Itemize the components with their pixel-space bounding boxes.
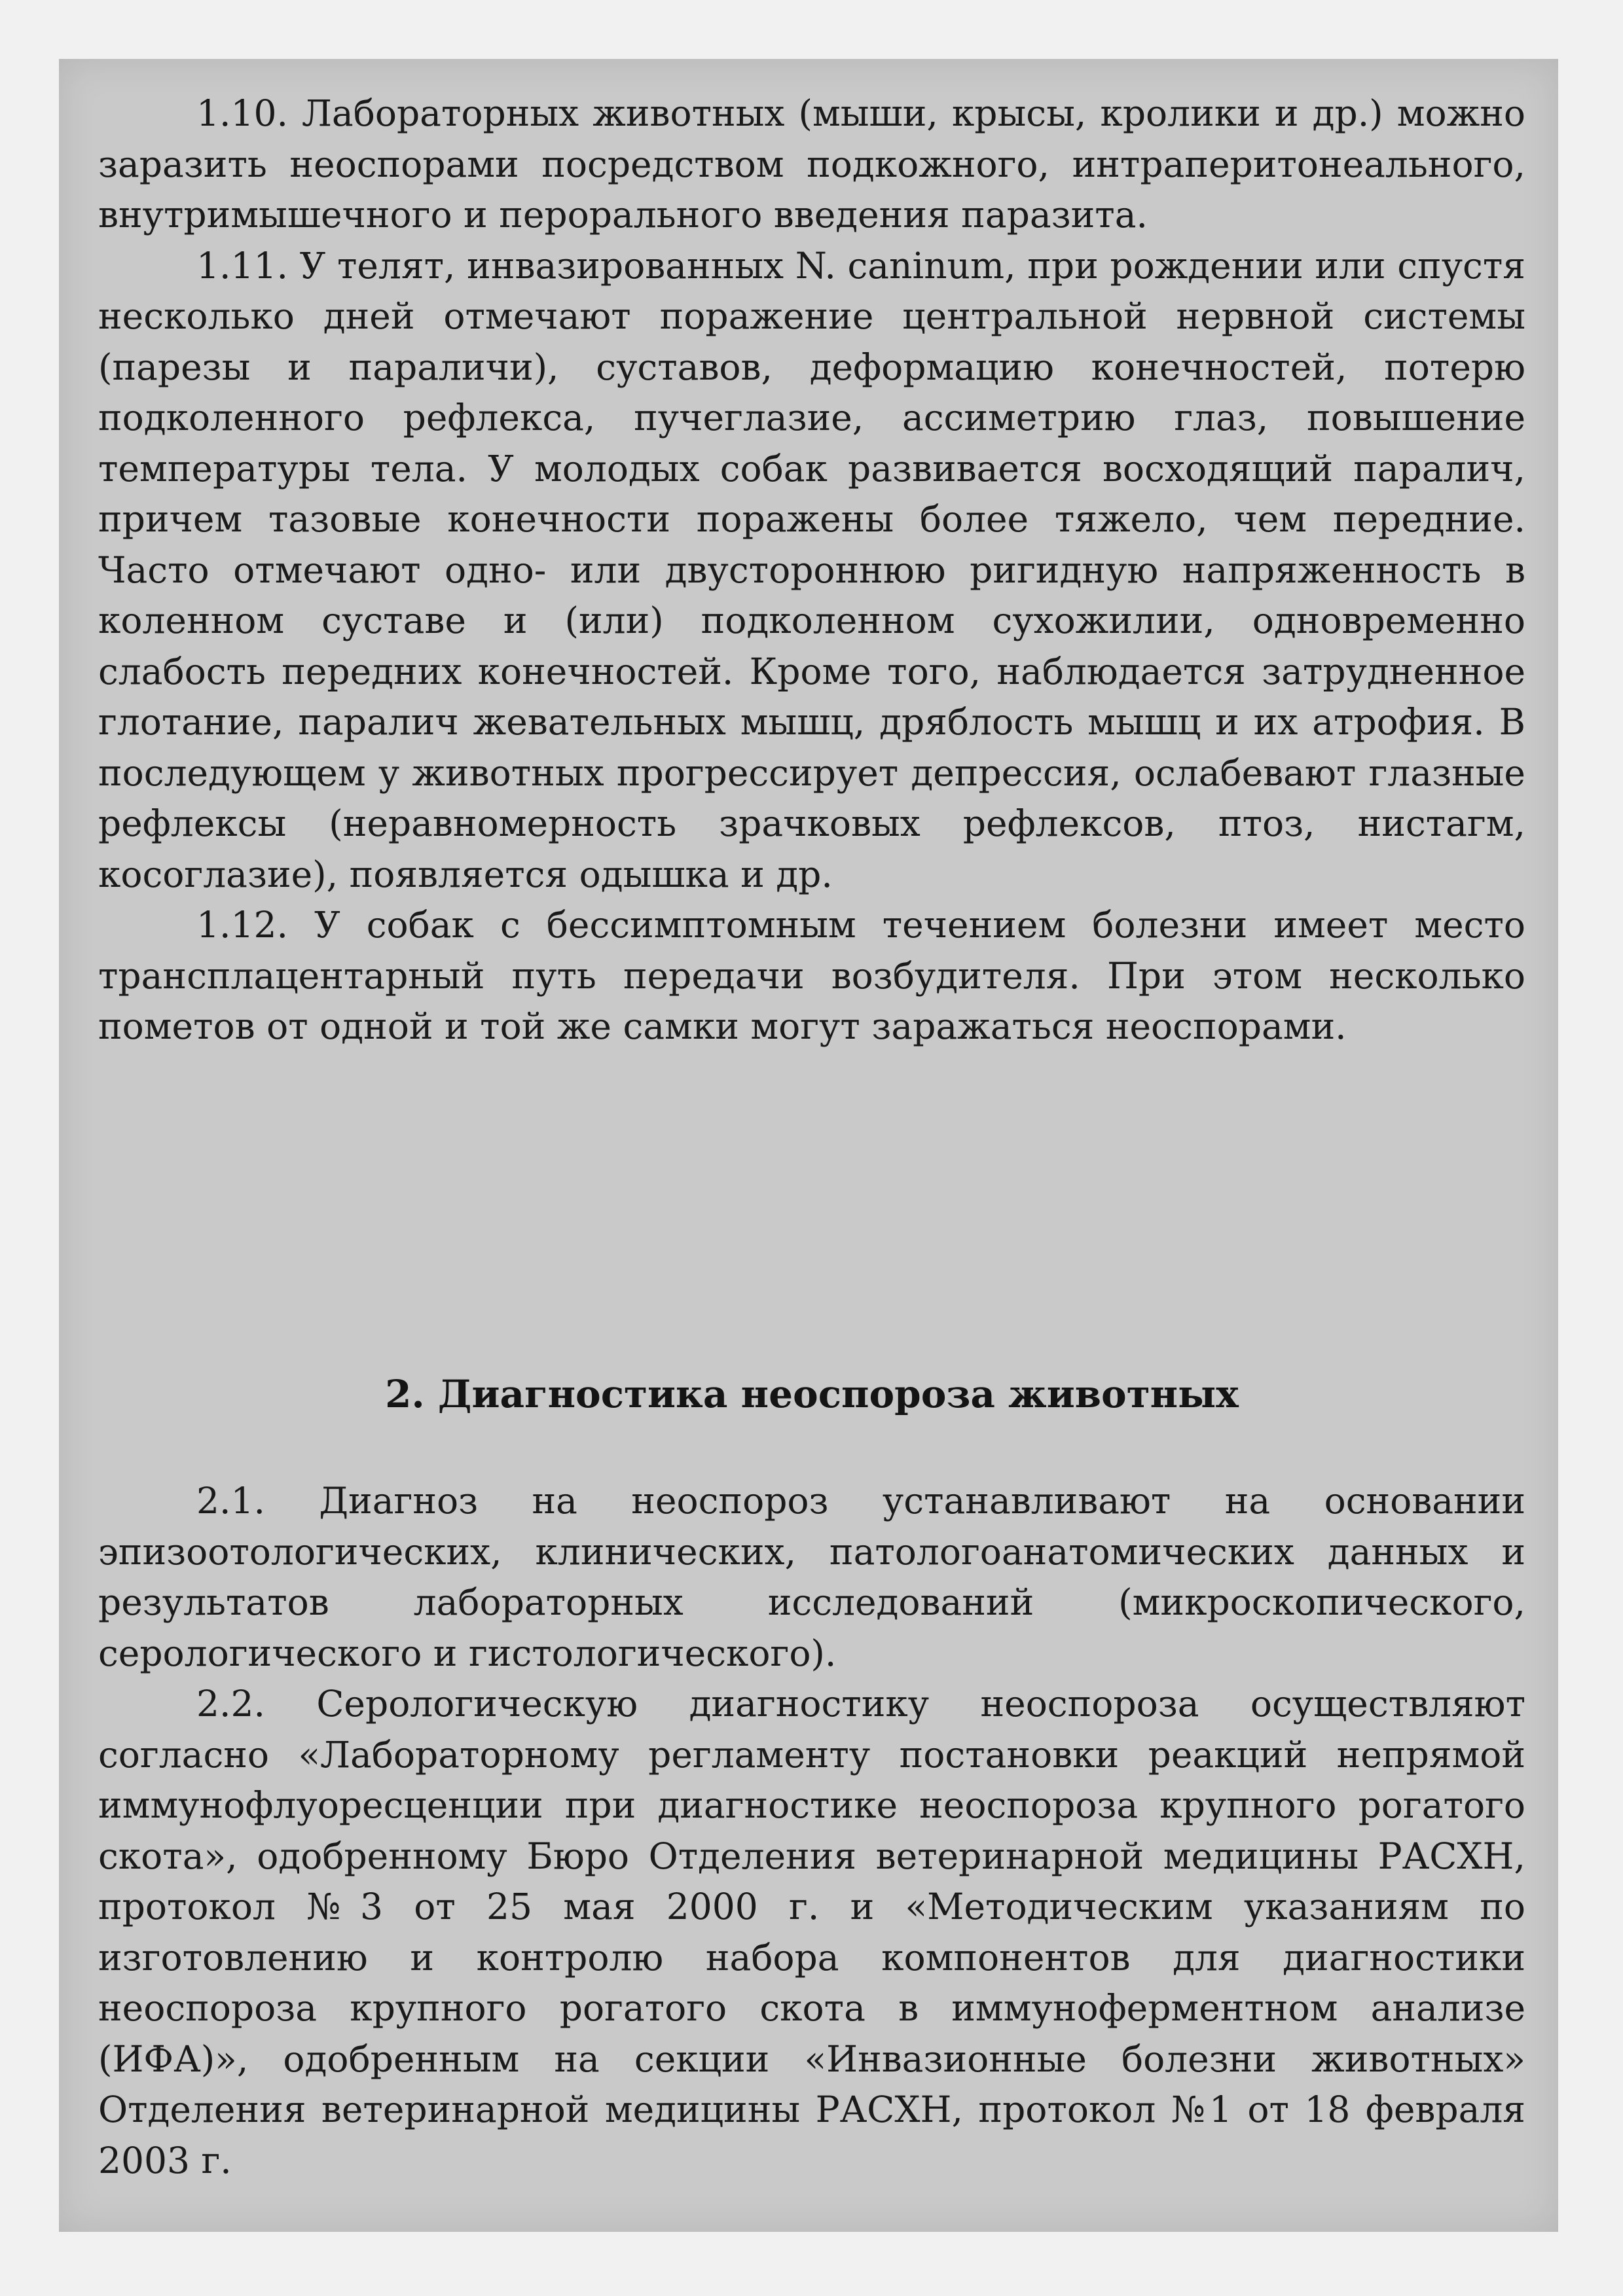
paragraph-1-11: 1.11. У телят, инвазированных N. caninum, при рождении или спустя несколько дней отмечают поражение центральной нервной системы (парезы и параличи), суставов, деформацию конечностей, потерю подколенного рефлекса, пучеглазие, ассиметрию глаз, повышение температуры тела. У молодых собак развивается восходящий паралич, причем тазовые конечности поражены более тяжело, чем передние. Часто отмечают одно- или двустороннюю ригидную напряженность в коленном суставе и (или) подколенном сухожилии, одновременно слабость передних конечностей. Кроме того, наблюдается затрудненное глотание, паралич жевательных мышц, дряблость мышц и их атрофия. В последующем у животных прогрессирует депрессия, ослабевают глазные рефлексы (неравномерность зрачковых рефлексов, птоз, нистагм, косоглазие), появляется одышка и др.	[98, 244, 1525, 895]
paragraph-1-10: 1.10. Лабораторных животных (мыши, крысы, кролики и др.) можно заразить неоспорами посредством подкожного, интраперитонеального, внутримышечного и перорального введения паразита.	[98, 92, 1525, 236]
paragraph-1-12: 1.12. У собак с бессимптомным течением болезни имеет место трансплацентарный путь передачи возбудителя. При этом несколько пометов от одной и той же самки могут заражаться неоспорами.	[98, 904, 1525, 1047]
paragraph-2-1: 2.1. Диагноз на неоспороз устанавливают на основании эпизоотологических, клинических, патологоанатомических данных и результатов лабораторных исследований (микроскопического, серологического и гистологического).	[98, 1480, 1525, 1674]
section-1-text	[98, 88, 1525, 1052]
paragraph-2-2: 2.2. Серологическую диагностику неоспороза осуществляют согласно «Лабораторному регламенту постановки реакций непрямой иммунофлуоресценции при диагностике неоспороза крупного рогатого скота», одобренному Бюро Отделения ветеринарной медицины РАСХН, протокол №3 от 25 мая 2000 г. и «Методическим указаниям по изготовлению и контролю набора компонентов для диагностики неоспороза крупного рогатого скота в иммуноферментном анализе (ИФА)», одобренным на секции «Инвазионные болезни животных» Отделения ветеринарной медицины РАСХН, протокол №1 от 18 февраля 2003 г.	[98, 1683, 1525, 2181]
section-2-heading: 2. Диагностика неоспороза животных	[385, 1372, 1239, 1416]
section-2-text	[98, 1476, 1525, 2186]
